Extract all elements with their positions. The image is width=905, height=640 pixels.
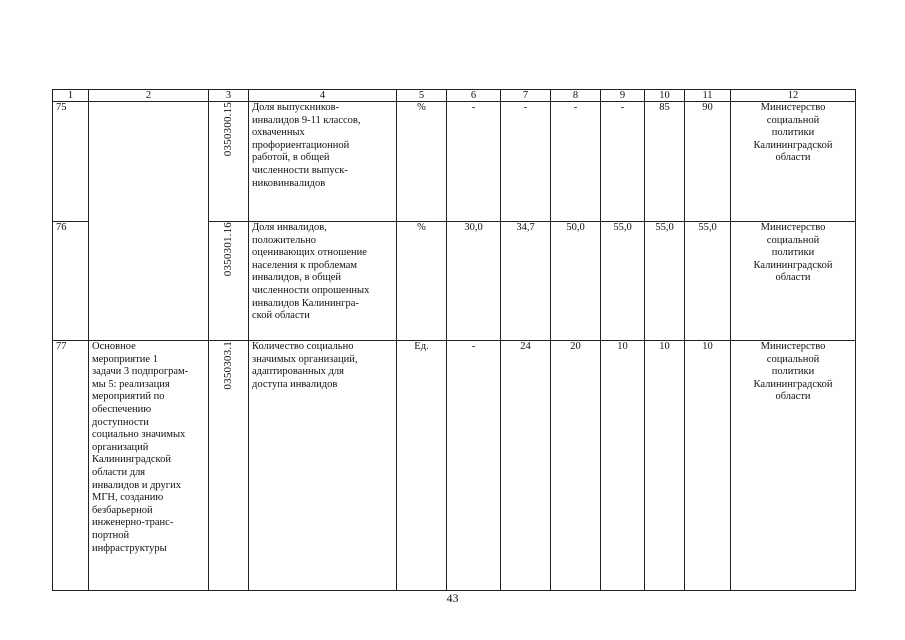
value-cell: 90 xyxy=(685,102,731,222)
column-header: 4 xyxy=(249,90,397,102)
unit: % xyxy=(397,102,447,222)
value-cell: 10 xyxy=(645,341,685,591)
column-header: 6 xyxy=(447,90,501,102)
value-cell: 55,0 xyxy=(645,222,685,341)
value-cell: 85 xyxy=(645,102,685,222)
row-number: 75 xyxy=(53,102,89,222)
value-cell: 55,0 xyxy=(601,222,645,341)
value-cell: 10 xyxy=(601,341,645,591)
column-header: 12 xyxy=(731,90,856,102)
indicator-code: 0350301.16 xyxy=(222,222,235,277)
row-number: 77 xyxy=(53,341,89,591)
value-cell: 24 xyxy=(501,341,551,591)
indicator-name: Доля выпускников- инвалидов 9-11 классов, охваченных профориентационной работой, в общей численности выпуск- никовинвалидов xyxy=(249,102,397,222)
column-header: 8 xyxy=(551,90,601,102)
code-cell xyxy=(209,341,249,591)
indicators-table xyxy=(52,89,856,591)
header-row xyxy=(53,90,856,102)
column-header: 5 xyxy=(397,90,447,102)
unit: Ед. xyxy=(397,341,447,591)
code-cell xyxy=(209,102,249,222)
indicator-code: 0350300.15 xyxy=(222,102,235,157)
value-cell: 50,0 xyxy=(551,222,601,341)
page-number: 43 xyxy=(446,591,459,605)
column-header: 3 xyxy=(209,90,249,102)
indicator-name: Доля инвалидов, положительно оценивающих отношение населения к проблемам инвалидов, в общей численности опрошенных инвалидов Калинингра- ской области xyxy=(249,222,397,341)
table-row xyxy=(53,102,856,222)
row-number: 76 xyxy=(53,222,89,341)
value-cell: 20 xyxy=(551,341,601,591)
value-cell: 30,0 xyxy=(447,222,501,341)
indicator-name: Количество социально значимых организаций, адаптированных для доступа инвалидов xyxy=(249,341,397,591)
column-header: 7 xyxy=(501,90,551,102)
value-cell: - xyxy=(551,102,601,222)
column-header: 10 xyxy=(645,90,685,102)
value-cell: 10 xyxy=(685,341,731,591)
code-cell xyxy=(209,222,249,341)
value-cell: - xyxy=(601,102,645,222)
responsible: Министерство социальной политики Калининградской области xyxy=(731,222,856,341)
responsible: Министерство социальной политики Калининградской области xyxy=(731,341,856,591)
column-header: 1 xyxy=(53,90,89,102)
value-cell: 55,0 xyxy=(685,222,731,341)
value-cell: - xyxy=(447,102,501,222)
event-description: Основное мероприятие 1 задачи 3 подпрограм- мы 5: реализация мероприятий по обеспечению доступности социально значимых организаций Калининградской области для инвалидов и других МГН, созданию безбарьерной инженерно-транс- портной инфраструктуры xyxy=(89,341,209,591)
value-cell: - xyxy=(501,102,551,222)
responsible: Министерство социальной политики Калининградской области xyxy=(731,102,856,222)
value-cell: - xyxy=(447,341,501,591)
value-cell: 34,7 xyxy=(501,222,551,341)
column-header: 11 xyxy=(685,90,731,102)
unit: % xyxy=(397,222,447,341)
event-cell-empty xyxy=(89,102,209,341)
column-header: 2 xyxy=(89,90,209,102)
indicator-code: 0350303.1 xyxy=(222,341,235,390)
table-row xyxy=(53,341,856,591)
column-header: 9 xyxy=(601,90,645,102)
